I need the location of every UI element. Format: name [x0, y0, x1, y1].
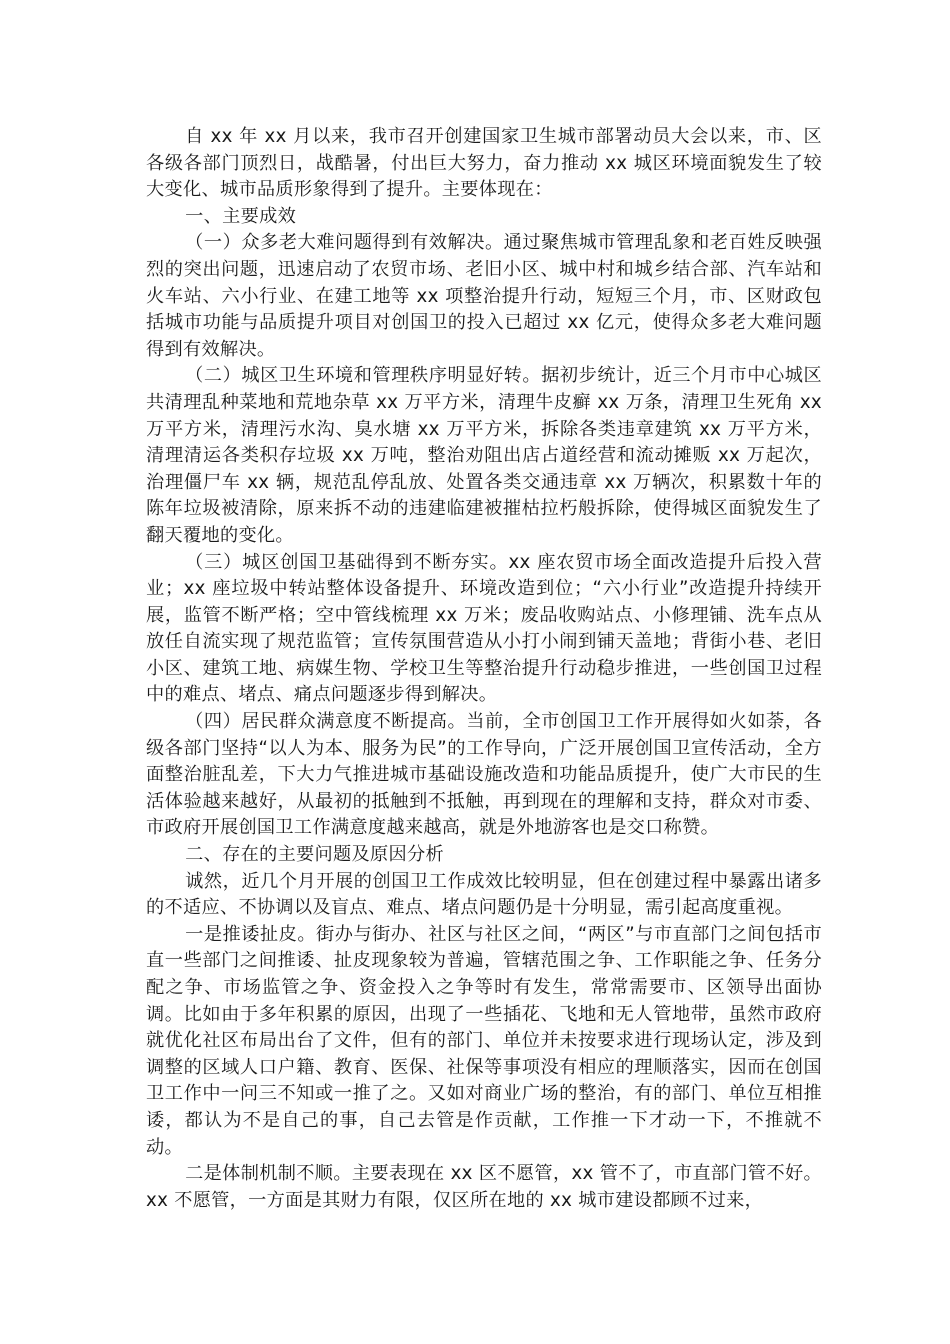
paragraph-achievement-1: （一）众多老大难问题得到有效解决。通过聚焦城市管理乱象和老百姓反映强烈的突出问题，迅速启动了农贸市场、老旧小区、城中村和城乡结合部、汽车站和火车站、六小行业、在建工地等 xx 项整治提升行动，短短三个月，市、区财政包括城市功能与品质提升项目对创国卫的投入已超过 xx 亿元，使得众多老大难问题得到有效解决。	[146, 232, 822, 360]
intro-paragraph: 自 xx 年 xx 月以来，我市召开创建国家卫生城市部署动员大会以来，市、区各级各部门顶烈日，战酷暑，付出巨大努力，奋力推动 xx 城区环境面貌发生了较大变化、城市品质形象得到了提升。主要体现在：	[146, 126, 822, 201]
paragraph-problems-intro: 诚然，近几个月开展的创国卫工作成效比较明显，但在创建过程中暴露出诸多的不适应、不协调以及盲点、难点、堵点问题仍是十分明显，需引起高度重视。	[146, 870, 822, 919]
paragraph-achievement-4: （四）居民群众满意度不断提高。当前，全市创国卫工作开展得如火如荼，各级各部门坚持“以人为本、服务为民”的工作导向，广泛开展创国卫宣传活动，全方面整治脏乱差，下大力气推进城市基础设施改造和功能品质提升，使广大市民的生活体验越来越好，从最初的抵触到不抵触，再到现在的理解和支持，群众对市委、市政府开展创国卫工作满意度越来越高，就是外地游客也是交口称赞。	[146, 711, 822, 839]
document-body	[146, 124, 822, 1214]
paragraph-problem-2: 二是体制机制不顺。主要表现在 xx 区不愿管，xx 管不了，市直部门管不好。xx 不愿管，一方面是其财力有限，仅区所在地的 xx 城市建设都顾不过来，	[146, 1163, 822, 1211]
paragraph-achievement-3: （三）城区创国卫基础得到不断夯实。xx 座农贸市场全面改造提升后投入营业；xx 座垃圾中转站整体设备提升、环境改造到位；“六小行业”改造提升持续开展，监管不断严格；空中管线梳理 xx 万米；废品收购站点、小修理铺、洗车点从放任自流实现了规范监管；宣传氛围营造从小打小闹到铺天盖地；背街小巷、老旧小区、建筑工地、病媒生物、学校卫生等整治提升行动稳步推进，一些创国卫过程中的难点、堵点、痛点问题逐步得到解决。	[146, 551, 822, 706]
section-heading-problems: 二、存在的主要问题及原因分析	[185, 844, 444, 866]
section-heading-achievements: 一、主要成效	[185, 205, 297, 227]
paragraph-problem-1: 一是推诿扯皮。街办与街办、社区与社区之间，“两区”与市直部门之间包括市直一些部门之间推诿、扯皮现象较为普遍，管辖范围之争、工作职能之争、任务分配之争、市场监管之争、资金投入之争等时有发生，常常需要市、区领导出面协调。比如由于多年积累的原因，出现了一些插花、飞地和无人管地带，虽然市政府就优化社区布局出台了文件，但有的部门、单位并未按要求进行现场认定，涉及到调整的区域人口户籍、教育、医保、社保等事项没有相应的理顺落实，因而在创国卫工作中一问三不知或一推了之。又如对商业广场的整治，有的部门、单位互相推诿，都认为不是自己的事，自己去管是作贡献，工作推一下才动一下，不推就不动。	[146, 923, 822, 1158]
paragraph-achievement-2: （二）城区卫生环境和管理秩序明显好转。据初步统计，近三个月市中心城区共清理乱种菜地和荒地杂草 xx 万平方米，清理牛皮癣 xx 万条，清理卫生死角 xx 万平方米，清理污水沟、臭水塘 xx 万平方米，拆除各类违章建筑 xx 万平方米，清理清运各类积存垃圾 xx 万吨，整治劝阻出店占道经营和流动摊贩 xx 万起次，治理僵尸车 xx 辆，规范乱停乱放、处置各类交通违章 xx 万辆次，积累数十年的陈年垃圾被清除，原来拆不动的违建临建被摧枯拉朽般拆除，使得城区面貌发生了翻天覆地的变化。	[146, 365, 822, 546]
